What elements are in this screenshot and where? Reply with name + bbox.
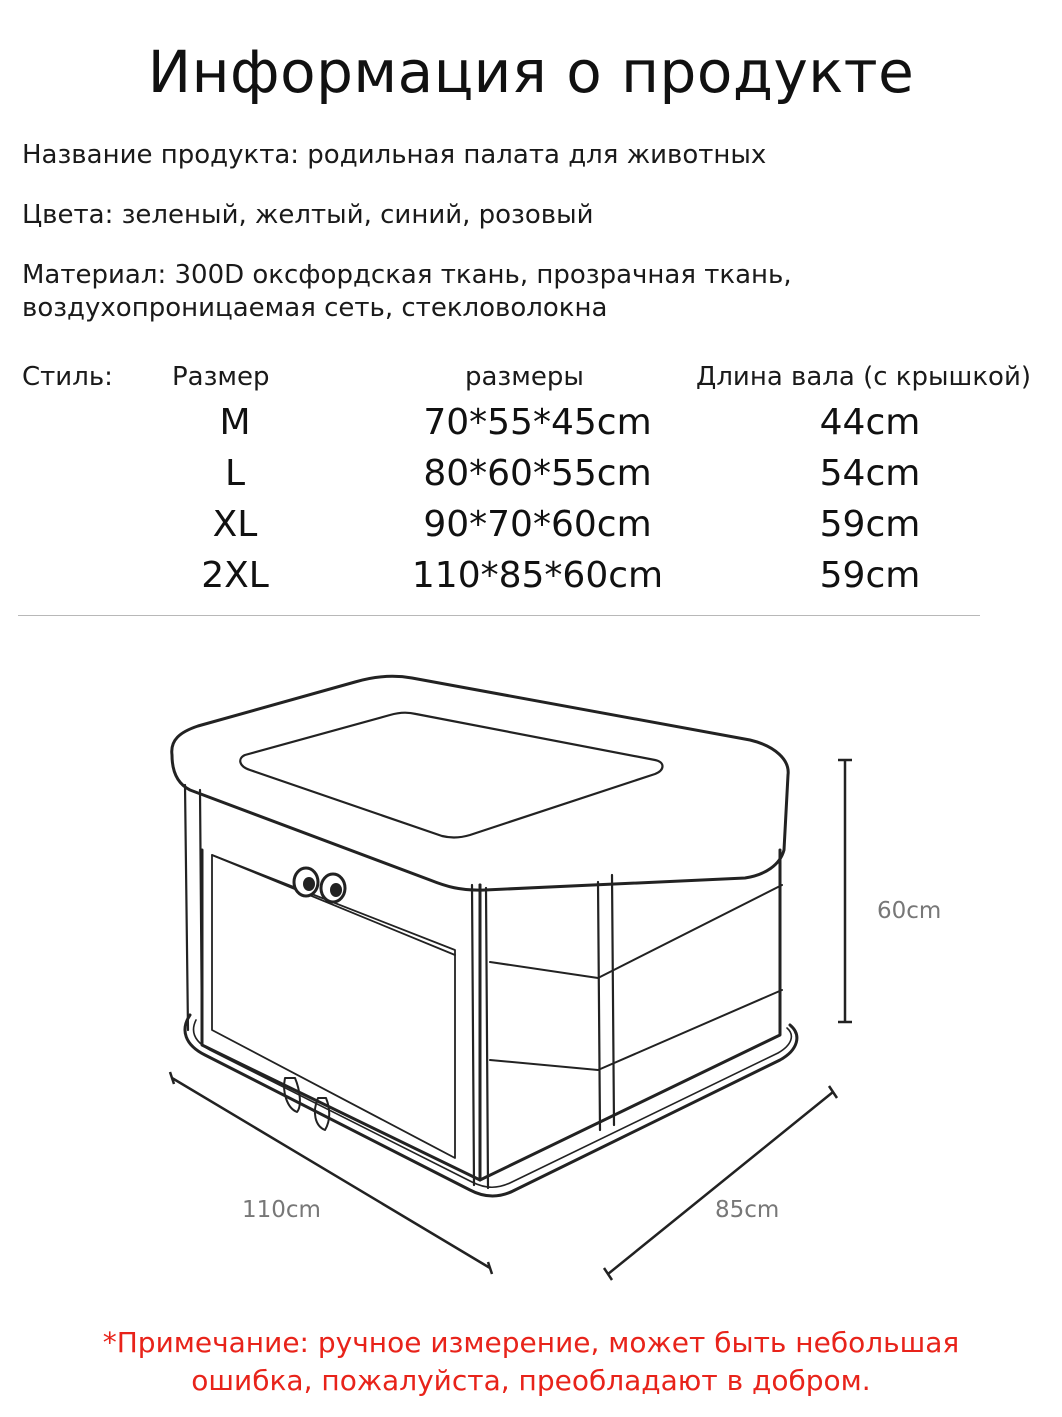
height-dimension-label: 60cm [877,898,942,924]
dimensions-cell: 80*60*55cm [423,453,652,494]
product-name: Название продукта: родильная палата для животных [22,140,767,170]
product-material-line1: Материал: 300D оксфордская ткань, прозрачная ткань, [22,260,792,290]
note-line2: ошибка, пожалуйста, преобладают в добром. [191,1364,871,1397]
style-label: Стиль: [22,362,113,392]
shaft-length-cell: 59cm [819,555,921,596]
size-cell: XL [212,504,258,545]
size-cell: L [224,453,246,494]
width-dimension-line [604,1086,837,1280]
product-colors: Цвета: зеленый, желтый, синий, розовый [22,200,594,230]
shaft-length-cell: 54cm [819,453,921,494]
base-frame [185,1015,797,1196]
size-cell: M [219,402,251,443]
lid-window [240,713,662,838]
height-dimension-line [838,760,852,1022]
front-flap [212,855,455,955]
header-dimensions: размеры [465,362,584,392]
shaft-length-cell: 59cm [819,504,921,545]
right-window-bottom [490,990,782,1070]
right-panel [480,850,780,1180]
left-pole [185,785,202,1040]
shaft-length-cell: 44cm [819,402,921,443]
product-dimension-diagram [150,660,950,1300]
length-dimension-label: 110cm [242,1197,321,1223]
header-size: Размер [172,362,270,392]
length-dimension-line [170,1072,492,1274]
product-material-line2: воздухопроницаемая сеть, стекловолокна [22,293,608,323]
lid [172,676,788,890]
section-divider [18,615,980,616]
note-line1: *Примечание: ручное измерение, может быть небольшая [102,1326,960,1359]
header-shaft-length: Длина вала (с крышкой) [696,362,1031,392]
page-title: Информация о продукте [147,38,915,106]
dimensions-cell: 110*85*60cm [411,555,664,596]
dimensions-cell: 90*70*60cm [423,504,652,545]
size-cell: 2XL [201,555,269,596]
right-pole [598,875,614,1130]
right-window-top [490,885,782,978]
width-dimension-label: 85cm [715,1197,780,1223]
base-frame-inner [194,1020,792,1187]
dimensions-cell: 70*55*45cm [423,402,652,443]
